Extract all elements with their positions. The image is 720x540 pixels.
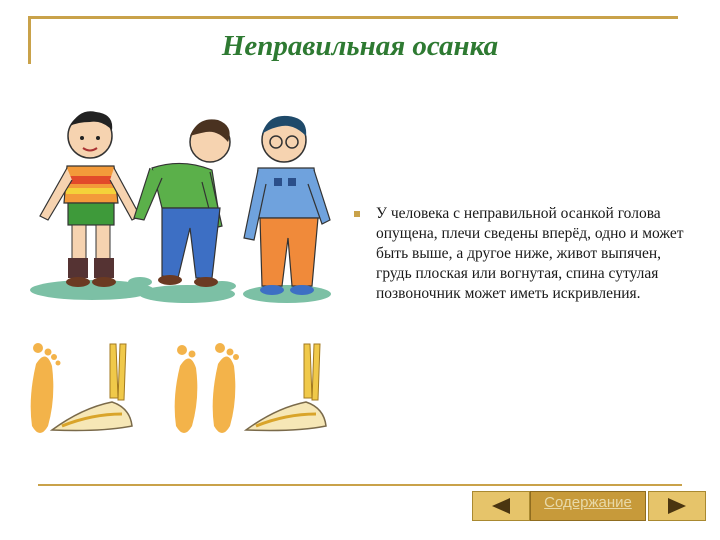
- boy-slouched-figure: [134, 119, 230, 287]
- contents-button[interactable]: [530, 491, 646, 521]
- bottom-divider: [38, 484, 682, 486]
- boy-glasses-figure: [244, 116, 330, 295]
- top-divider: [28, 16, 678, 19]
- foot-skeleton-2: [246, 344, 326, 431]
- posture-illustration: [22, 108, 352, 440]
- footprint-3: [213, 343, 239, 433]
- footprint-2: [175, 345, 198, 433]
- footprint-1: [31, 343, 61, 433]
- boy-upright-figure: [40, 111, 140, 287]
- slide-title: Неправильная осанка: [221, 30, 499, 62]
- posture-description: У человека с неправильной осанкой голова опущена, плечи сведены вперёд, одно и может быть выше, а другое ниже, живот выпячен, грудь плоская или вогнутая, спина сутулая позвоночник может иметь искривления.: [376, 205, 684, 302]
- previous-slide-button[interactable]: [472, 491, 530, 521]
- triangle-right-icon: [666, 497, 688, 515]
- next-slide-button[interactable]: [648, 491, 706, 521]
- foot-skeleton-1: [52, 344, 132, 431]
- triangle-left-icon: [490, 497, 512, 515]
- contents-label: Содержание: [544, 494, 632, 511]
- bullet-marker: [354, 211, 360, 217]
